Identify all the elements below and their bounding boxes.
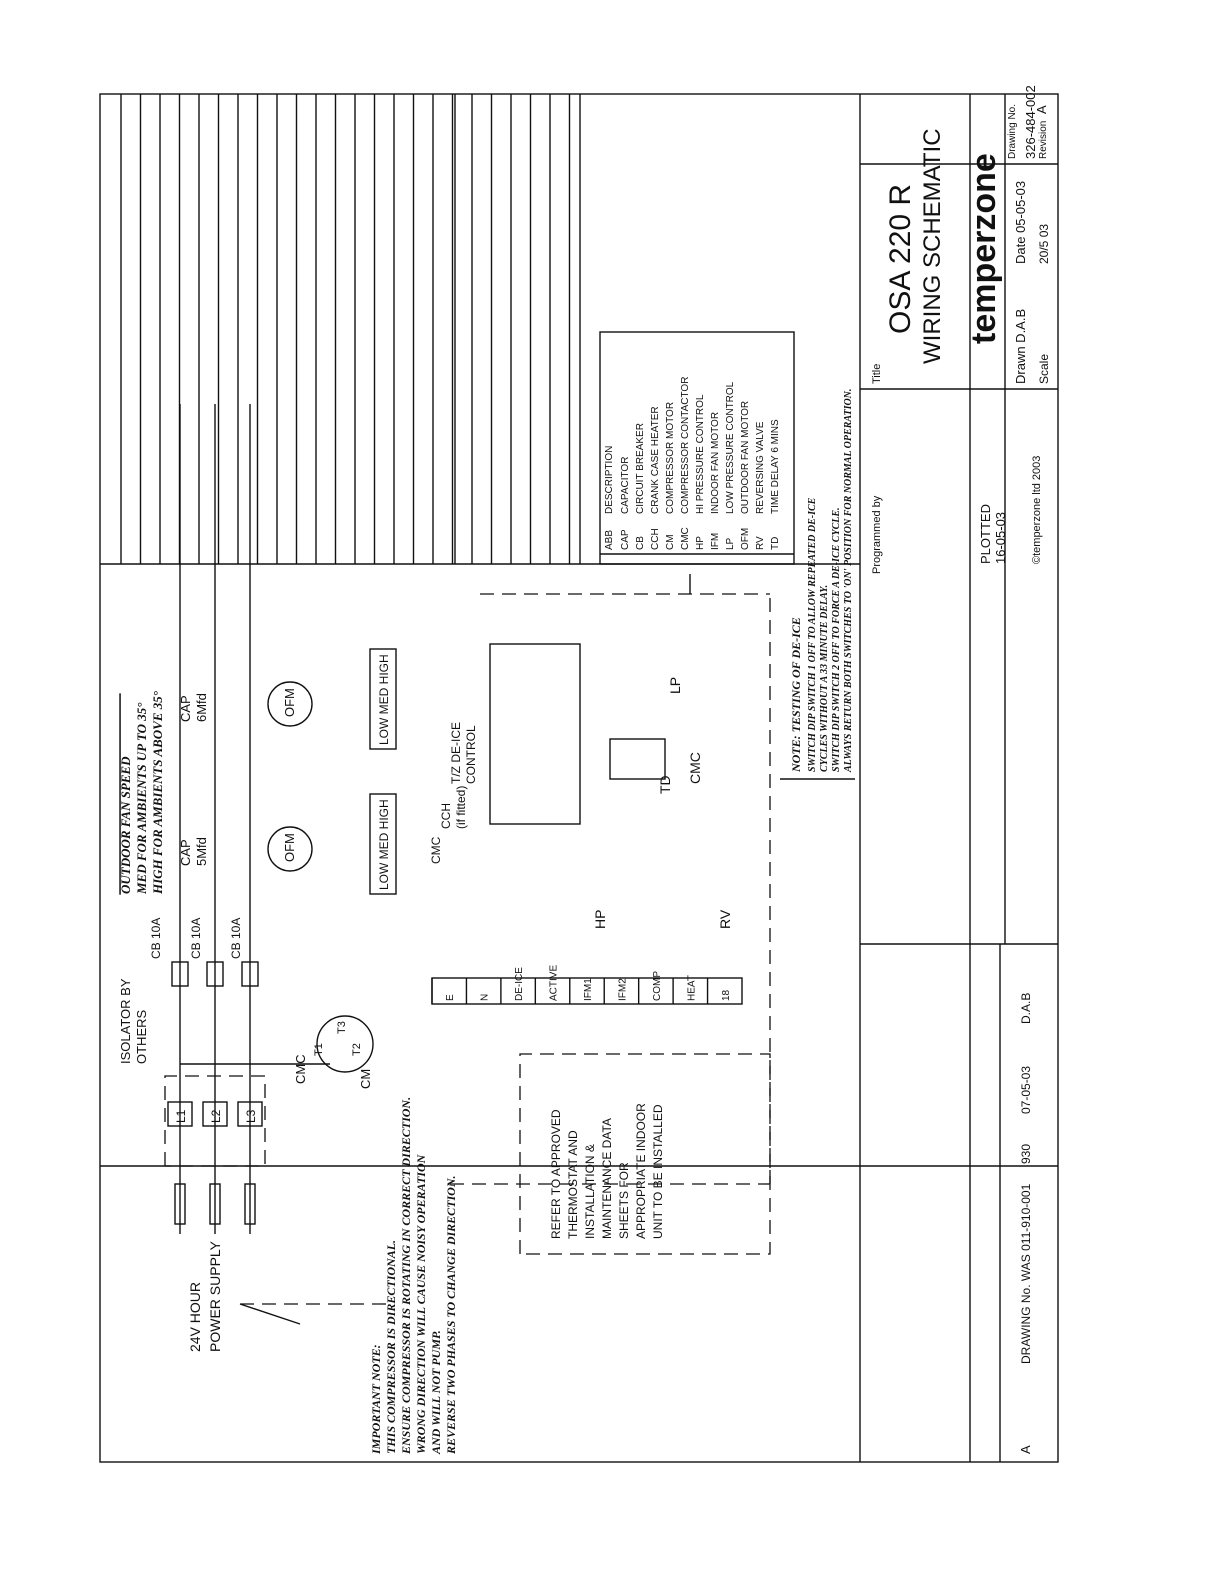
abb-desc-rv: REVERSING VALVE [755, 421, 766, 514]
control-components [429, 644, 733, 929]
power-supply-label-2: POWER SUPPLY [207, 1241, 223, 1352]
cmc-label: CMC [293, 1054, 308, 1084]
hp-label: HP [592, 909, 608, 929]
terminal-active: ACTIVE [548, 964, 560, 1001]
title-2: WIRING SCHEMATIC [919, 128, 946, 364]
isolator-label-2: OTHERS [134, 1009, 149, 1064]
deice-title: NOTE: TESTING OF DE-ICE [789, 617, 803, 772]
t1: T1 [313, 1043, 325, 1056]
terminal-comp: COMP [651, 971, 663, 1001]
fan1-cap-val: 5Mfd [194, 837, 209, 866]
outdoor-fan-motors [178, 649, 396, 894]
deice-control-sub: CONTROL [464, 725, 478, 784]
important-line: AND WILL NOT PUMP. [429, 1330, 443, 1454]
abb-desc-td: TIME DELAY 6 MINS [770, 419, 781, 514]
speeds-1: LOW MED HIGH [377, 799, 391, 890]
t2: T2 [351, 1043, 363, 1056]
important-line: IMPORTANT NOTE: [369, 1344, 383, 1454]
revision-label: Revision [1038, 120, 1049, 159]
rev-apprvd: D.A.B [1019, 992, 1033, 1024]
terminal-ifm1: IFM1 [583, 978, 594, 1001]
refer-line: THERMOSTAT AND [566, 1130, 580, 1239]
abb-cm: CM [665, 534, 676, 550]
terminal-n: N [479, 993, 491, 1001]
copyright: ©temperzone ltd 2003 [1031, 455, 1043, 564]
cch-label: CCH [439, 803, 453, 829]
abb-cb: CB [635, 536, 646, 550]
drawn-date: Date 05-05-03 [1013, 180, 1028, 264]
abb-header: ABB [604, 529, 615, 550]
rev-issue: A [1018, 1445, 1033, 1454]
circuit-breakers [149, 918, 258, 986]
abb-desc-lp: LOW PRESSURE CONTROL [725, 381, 736, 514]
compressor-motor [180, 1016, 373, 1089]
fan-speed-line: HIGH FOR AMBIENTS ABOVE 35° [150, 691, 165, 894]
fan-speed-line: OUTDOOR FAN SPEED [118, 756, 133, 894]
deice-control-label: T/Z DE-ICE [449, 722, 463, 784]
cch-sub: (if fitted) [454, 785, 468, 829]
cmc-contact-label: CMC [429, 836, 443, 864]
terminal-de-ice: DE-ICE [514, 967, 526, 1001]
refer-line: INSTALLATION & [583, 1144, 597, 1239]
scale: Scale [1037, 353, 1051, 384]
plotted-label: PLOTTED [978, 504, 993, 564]
abb-desc-cb: CIRCUIT BREAKER [635, 423, 646, 514]
fan-speed-line: MED FOR AMBIENTS UP TO 35° [134, 702, 149, 894]
abb-rv: RV [755, 536, 766, 550]
deice-line: SWITCH DIP SWITCH 2 OFF TO FORCE A DE-ICE CYCLE. [831, 507, 842, 772]
terminal-ifm2: IFM2 [617, 978, 629, 1001]
revision-value: A [1034, 105, 1049, 114]
abb-ifm: IFM [710, 532, 721, 550]
important-line: ENSURE COMPRESSOR IS ROTATING IN CORRECT DIRECTION. [399, 1096, 413, 1454]
abb-hp: HP [695, 536, 706, 550]
abb-cmc: CMC [680, 527, 691, 550]
drawn-by: Drawn D.A.B [1013, 308, 1028, 384]
td-box [610, 739, 665, 779]
phase-l1: L1 [174, 1109, 188, 1123]
fan1-cap: CAP [178, 839, 193, 866]
abb-desc-cch: CRANK CASE HEATER [650, 406, 661, 514]
deice-note [780, 389, 855, 779]
terminal-18: 18 [720, 989, 732, 1001]
power-supply [187, 1240, 390, 1352]
refer-box [520, 1054, 770, 1254]
terminal-e: E [445, 994, 457, 1001]
cb-2: CB 10A [189, 917, 203, 959]
terminal-strip [432, 965, 742, 1004]
drawing-no: 326-484-002 [1023, 85, 1038, 159]
abb-desc-ifm: INDOOR FAN MOTOR [710, 411, 721, 514]
abb-desc-cap: CAPACITOR [620, 456, 631, 514]
fan-speed-note [118, 690, 165, 895]
cmc-coil-label: CMC [687, 752, 703, 784]
fan2-cap: CAP [178, 695, 193, 722]
abb-ofm: OFM [740, 527, 751, 550]
important-line: REVERSE TWO PHASES TO CHANGE DIRECTION. [444, 1175, 458, 1454]
rev-modification: DRAWING No. WAS 011-910-001 [1019, 1183, 1033, 1364]
important-line: THIS COMPRESSOR IS DIRECTIONAL. [384, 1239, 398, 1454]
abb-cch: CCH [650, 528, 661, 550]
client-wiring [450, 574, 770, 1184]
deice-line: ALWAYS RETURN BOTH SWITCHES TO 'ON' POSITION FOR NORMAL OPERATION. [843, 388, 854, 772]
drawing-no-label: Drawing No. [1007, 103, 1018, 159]
deice-line: CYCLES WITHOUT A 33 MINUTE DELAY. [819, 584, 830, 772]
programmed-by: Programmed by [871, 495, 883, 574]
plotted-date: 16-05-03 [993, 511, 1008, 564]
abb-desc-cmc: COMPRESSOR CONTACTOR [680, 376, 691, 514]
brand-logo: temperzone [965, 153, 1003, 344]
refer-line: SHEETS FOR [617, 1162, 631, 1239]
title-block [860, 85, 1058, 944]
desc-header: DESCRIPTION [604, 445, 615, 514]
ofm-2-label: OFM [282, 688, 297, 717]
power-supply-label-1: 24V HOUR [187, 1281, 203, 1352]
important-line: WRONG DIRECTION WILL CAUSE NOISY OPERATION [414, 1154, 428, 1454]
deice-board [490, 644, 580, 824]
abb-lp: LP [725, 537, 736, 550]
cm-label: CM [358, 1068, 373, 1089]
abb-desc-hp: HI PRESSURE CONTROL [695, 394, 706, 514]
phase-l2: L2 [209, 1109, 223, 1123]
speeds-2: LOW MED HIGH [377, 654, 391, 745]
phase-l3: L3 [244, 1109, 258, 1123]
rv-label: RV [717, 909, 733, 929]
isolator-label-1: ISOLATOR BY [118, 978, 133, 1064]
abb-desc-ofm: OUTDOOR FAN MOTOR [740, 400, 751, 514]
terminal-heat: HEAT [686, 975, 698, 1001]
lp-label: LP [667, 676, 683, 694]
title-label: Title [871, 363, 883, 384]
cb-3: CB 10A [229, 917, 243, 959]
abbreviation-table [600, 332, 794, 564]
refer-line: APPROPRIATE INDOOR [634, 1103, 648, 1239]
cb-1: CB 10A [149, 917, 163, 959]
abb-td: TD [770, 536, 781, 550]
abb-cap: CAP [620, 529, 631, 550]
td-label: TD [657, 775, 673, 794]
refer-line: REFER TO APPROVED [549, 1109, 563, 1239]
important-note [369, 1097, 458, 1455]
t3: T3 [336, 1021, 348, 1034]
refer-line: UNIT TO BE INSTALLED [651, 1104, 665, 1239]
deice-line: SWITCH DIP SWITCH 1 OFF TO ALLOW REPEATED DE-ICE [807, 497, 818, 772]
fan2-cap-val: 6Mfd [194, 693, 209, 722]
refer-line: MAINTENANCE DATA [600, 1118, 614, 1239]
signature: 20/5 03 [1037, 223, 1051, 264]
title-1: OSA 220 R [884, 183, 917, 334]
ofm-1-label: OFM [282, 833, 297, 862]
rev-ecn: 930 [1019, 1143, 1033, 1164]
rev-date: 07-05-03 [1019, 1065, 1033, 1114]
abb-desc-cm: COMPRESSOR MOTOR [665, 401, 676, 514]
